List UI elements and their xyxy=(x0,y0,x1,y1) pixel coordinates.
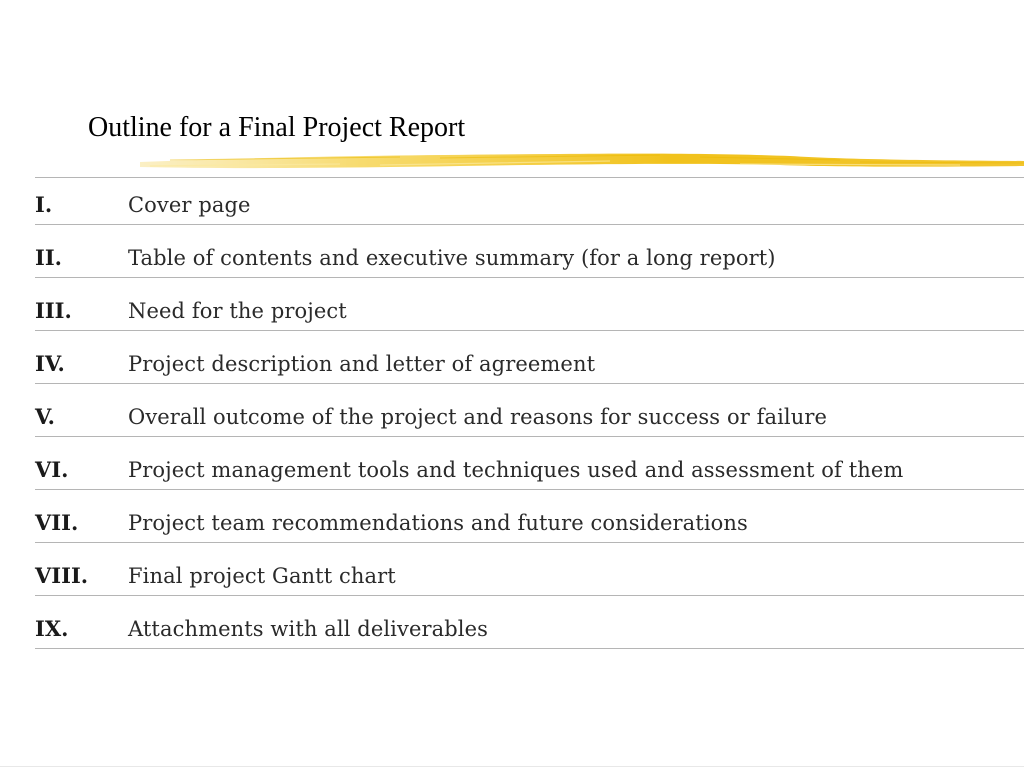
outline-row-number: IV. xyxy=(35,351,65,376)
outline-row-text: Final project Gantt chart xyxy=(128,564,396,588)
title-brush-underline xyxy=(140,148,1024,176)
outline-row-text: Project description and letter of agreement xyxy=(128,352,596,376)
outline-table xyxy=(35,177,1024,649)
outline-row xyxy=(35,437,1024,490)
outline-row-number: I. xyxy=(35,192,53,217)
outline-row-text: Table of contents and executive summary (for a long report) xyxy=(128,246,776,270)
outline-row-number: III. xyxy=(35,298,72,323)
outline-row xyxy=(35,384,1024,437)
slide-bottom-border xyxy=(0,766,1024,767)
outline-row-text: Project management tools and techniques used and assessment of them xyxy=(128,458,904,482)
outline-row-text: Cover page xyxy=(128,193,251,217)
outline-row-number: II. xyxy=(35,245,62,270)
outline-row xyxy=(35,596,1024,649)
outline-row-text: Overall outcome of the project and reasons for success or failure xyxy=(128,405,828,429)
outline-row-text: Need for the project xyxy=(128,299,347,323)
outline-row xyxy=(35,278,1024,331)
outline-row-number: V. xyxy=(35,404,55,429)
outline-row-number: VI. xyxy=(35,457,69,482)
outline-row xyxy=(35,543,1024,596)
outline-row xyxy=(35,331,1024,384)
outline-row-text: Attachments with all deliverables xyxy=(128,617,489,641)
outline-row-text: Project team recommendations and future considerations xyxy=(128,511,748,535)
outline-row-number: VIII. xyxy=(35,563,89,588)
slide-title: Outline for a Final Project Report xyxy=(88,112,466,143)
outline-row xyxy=(35,225,1024,278)
outline-row-number: VII. xyxy=(35,510,79,535)
outline-row xyxy=(35,177,1024,225)
outline-row xyxy=(35,490,1024,543)
outline-row-number: IX. xyxy=(35,616,69,641)
